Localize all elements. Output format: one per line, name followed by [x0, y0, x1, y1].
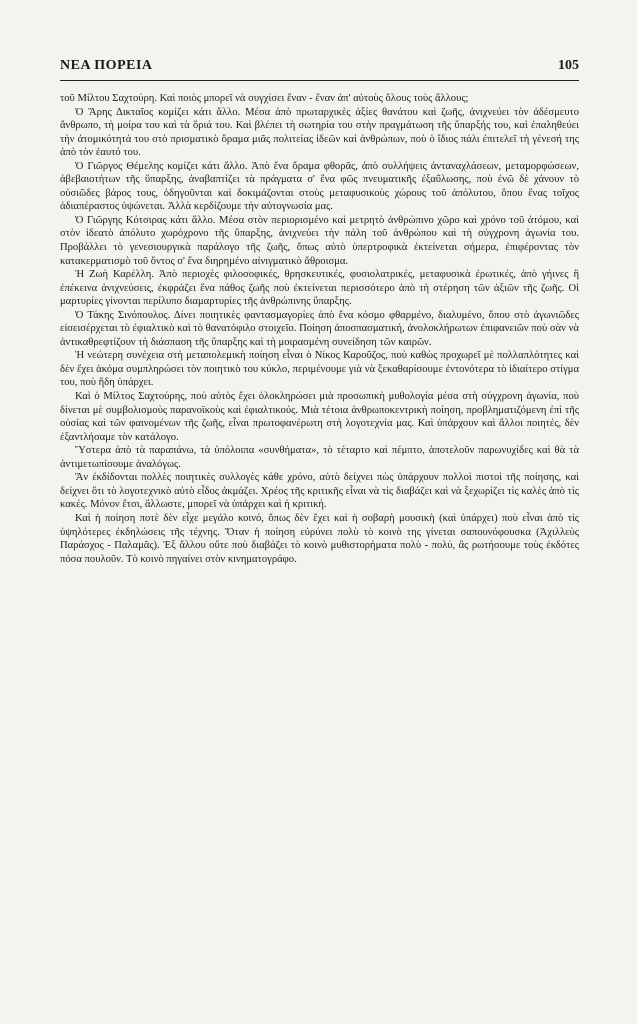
- paragraph: Ὁ Τάκης Σινόπουλος. Δίνει ποιητικὲς φαντασμαγορίες ἀπὸ ἕνα κόσμο φθαρμένο, διαλυμένο, ὅπου στὸ ἀγωνιῶδες εἰσεισέρχεται τὸ ἐφιαλτικὸ καὶ τὸ θανατόφιλο στοιχεῖο. Ποίηση ἀποσπασματική, ἀνολοκλήρωτων ἐπιφανειῶν ποὺ σὰν νὰ ἀντικαθρεφτίζουν τὴ διάσπαση τῆς ὕπαρξης καὶ τὴ μοιρασμένη συνείδηση τῶν καιρῶν.: [60, 309, 579, 348]
- header-rule: [60, 80, 579, 81]
- paragraph: Ἡ Ζωὴ Καρέλλη. Ἀπὸ περιοχὲς φιλοσοφικές, θρησκευτικές, φυσιολατρικές, μεταφυσικὰ ἐρωτικές, ἀπὸ γήινες ἢ ἐπέκεινα ἀνιχνεύσεις, ἐκφράζει ἕνα πάθος ζωῆς ποὺ ἐκτείνεται περισσότερο ἀπὸ τὴ στέρηση τῶν ἀξιῶν τῆς ζωῆς. Οἱ μαρτυρίες γίνονται περίλυπο διαμαρτυρίες τῆς ἀνθρώπινης ὕπαρξης.: [60, 269, 579, 308]
- paragraph: τοῦ Μίλτου Σαχτούρη. Καὶ ποιὸς μπορεῖ νὰ συγχίσει ἕναν - ἕναν ἀπ' αὐτοὺς ὅλους τοὺς ἄλλους;: [60, 93, 469, 104]
- paragraph: Ἂν ἐκδίδονται πολλὲς ποιητικὲς συλλογὲς κάθε χρόνο, αὐτὸ δείχνει πὼς ὑπάρχουν πολλοὶ πιστοὶ τῆς ποίησης, καὶ δείχνει ὅτι τὸ λογοτεχνικὸ αὐτὸ εἶδος ἀκμάζει. Χρέος τῆς κριτικῆς εἶναι νὰ τὶς διαβάζει καὶ νὰ ξεχωρίζει τὶς καλὲς ἀπὸ τὶς κακές. Μόνον ἔτσι, ἄλλωστε, μπορεῖ νὰ ὑπάρχει καὶ ἡ κριτική.: [60, 472, 579, 511]
- running-header: [60, 58, 579, 74]
- paragraph: Ὕστερα ἀπὸ τὰ παραπάνω, τὰ ὑπόλοιπα «συνθήματα», τὸ τέταρτο καὶ πέμπτο, ἀποτελοῦν παρωνυχίδες καὶ θὰ τὰ ἀντιμετωπίσουμε ἀναλόγως.: [60, 445, 579, 470]
- paragraph: Ὁ Γιῶργος Θέμελης κομίζει κάτι ἄλλο. Ἀπὸ ἕνα ὅραμα φθορᾶς, ἀπὸ συλλήψεις ἀνταναχλάσεων, μεταμορφώσεων, ἀβεβαιοτήτων τῆς ὕπαρξης, ἀναβαπτίζει τὰ πράγματα σ' ἕνα φῶς πνευματικῆς ἐξαΰλωσης, ποὺ ἐνῶ δὲ χάνουν τὸ οὐσιῶδες βάρος τους, ὁδηγοῦνται καὶ δοκιμάζονται στοὺς μεταφυσικοὺς χώρους τοῦ ἀπόλυτου, ὅπου ἕνας τοῖχος ἀδιαπέραστος ὑψώνεται. Ἀλλὰ κερδίζουμε τὴν αὐτογνωσία μας.: [60, 160, 579, 213]
- page-number: 105: [558, 58, 579, 73]
- paragraph: Καὶ ἡ ποίηση ποτὲ δὲν εἶχε μεγάλο κοινό, ὅπως δὲν ἔχει καὶ ἡ σοβαρὴ μουσικὴ (καὶ ὑπάρχει) ποὺ εἶναι ἀπὸ τὶς ὑψηλότερες ἐκδηλώσεις τῆς τέχνης. Ὅταν ἡ ποίηση εὐρύνει πολὺ τὸ κοινὸ της γίνεται σαπουνόφουσκα (Ἀχιλλεὺς Παράσχος - Παλαμᾶς). Ἐξ ἄλλου οὔτε ποὺ διαβάζει τὸ κοινὸ μυθιστορήματα πολὺ - πολύ, ἂς ρωτήσουμε τοὺς ἐκδότες πόσα πουλοῦν. Τὸ κοινὸ πηγαίνει στὸν κινηματογράφο.: [60, 512, 579, 565]
- paragraph: Ὁ Γιῶργης Κότσιρας κάτι ἄλλο. Μέσα στὸν περιορισμένο καὶ μετρητὸ ἀνθρώπινο χῶρο καὶ χρόνο τοῦ ἀτόμου, καὶ στὸν ἰδεατὸ ἀπόλυτο χωρόχρονο τῆς ὕπαρξης, ἀνιχνεύει τὴν πάλη τοῦ ἀνθρώπου καὶ τὴ σύγχρονη ἀγωνία του. Προβάλλει τὸ γενεσιουργικὰ παράλογο τῆς ζωῆς, ὅπως αὐτὸ ὑπερτροφικὰ ἐκτείνεται σήμερα, ἐπιφέροντας τὸν κατακερματισμὸ τοῦ ὄντος σ' ἕνα διηρημένο αἰνιγματικὸ ἄθροισμα.: [60, 214, 579, 267]
- paragraph: Καὶ ὁ Μίλτος Σαχτούρης, ποὺ αὐτὸς ἔχει ὁλοκληρώσει μιὰ προσωπικὴ μυθολογία μέσα στὴ σύγχρονη ἀγωνία, ποὺ δίνεται μὲ συμβολισμοὺς παρανοϊκοὺς καὶ ἐφιαλτικούς. Μιὰ τέτοια ἀνθρωποκεντρικὴ ποίηση, προβληματιζόμενη ἐπὶ τῆς οὐσίας καὶ τῶν φαινομένων τῆς ζωῆς, εἶναι πρωτοφανέρωτη στὴ λογοτεχνία μας. Καὶ ὑπάρχουν καὶ ἄλλοι ποιητές, δὲν ἐξαντλήσαμε τὸν κατάλογο.: [60, 391, 579, 443]
- paragraph: Ἡ νεώτερη συνέχεια στὴ μεταπολεμικὴ ποίηση εἶναι ὁ Νίκος Καροῦζος, ποὺ καθὼς προχωρεῖ μὲ πολλαπλότητες καὶ δὲν ἔχει ἀκόμα συμπληρώσει τὸν ποιητικὸ του κύκλο, περιμένουμε γιὰ νὰ ξεκαθαρίσουμε ἐντονότερα τὸ ἰδιαίτερο στίγμα του, ποὺ ἤδη ὑπάρχει.: [60, 350, 579, 389]
- body-text: [60, 92, 579, 566]
- paragraph: Ὁ Ἄρης Δικταῖος κομίζει κάτι ἄλλο. Μέσα ἀπὸ πρωταρχικὲς ἀξίες θανάτου καὶ ζωῆς, ἀνιχνεύει τὸν ἀδέσμευτο ἄνθρωπο, τὴ μοίρα του καὶ τὰ ὅριά του. Καὶ βλέπει τὴ σωτηρία του στὴν πραγμάτωση τῆς ὕπαρξής του, καὶ ἐπαληθεύει τὴν ἀτομικότητά του στὸ πρισματικὸ ὅραμα μιᾶς πολιτείας ἰδεῶν καὶ ἀνθρώπων, ποὺ ὁ ἴδιος πάλι ἐπιτελεῖ τὴ γένεσή της ἀπὸ τὸν ἑαυτό του.: [60, 106, 579, 159]
- journal-title: ΝΕΑ ΠΟΡΕΙΑ: [60, 58, 153, 73]
